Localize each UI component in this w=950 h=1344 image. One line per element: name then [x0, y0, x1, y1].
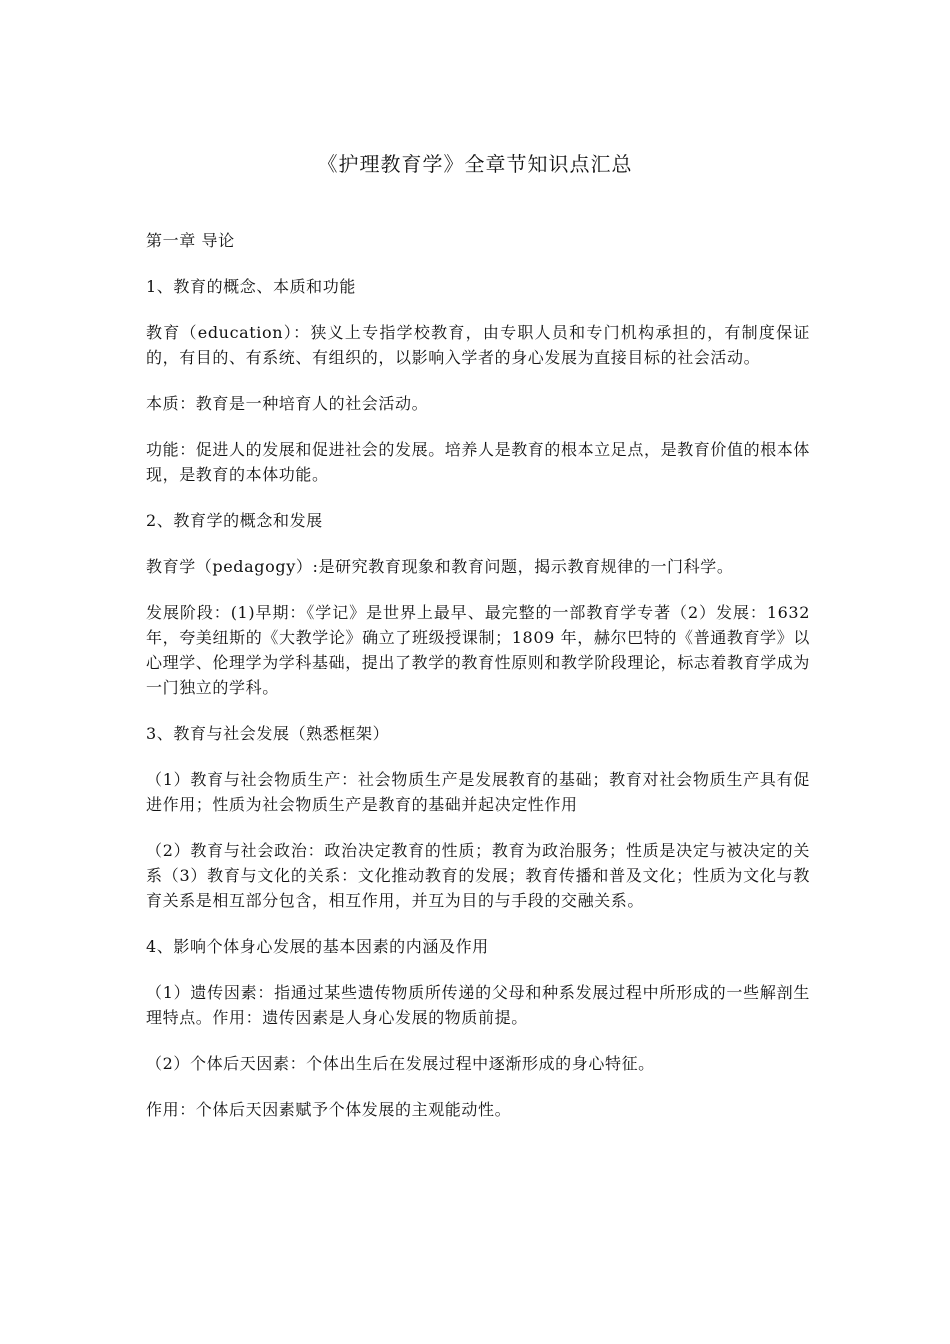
paragraph-education-function: 功能：促进人的发展和促进社会的发展。培养人是教育的根本立足点，是教育价值的根本体现，是教育的本体功能。 — [146, 440, 811, 484]
paragraph-acquired-factors-role: 作用：个体后天因素赋予个体发展的主观能动性。 — [146, 1100, 512, 1119]
paragraph-pedagogy-development: 发展阶段：(1)早期：《学记》是世界上最早、最完整的一部教育学专著（2）发展：1632 年，夸美纽斯的《大教学论》确立了班级授课制；1809 年，赫尔巴特的《普通教育学》以心理学、伦理学为学科基础，提出了教学的教育性原则和教学阶段理论，标志着教育学成为一门独立的学科。 — [146, 603, 811, 697]
section-heading-2: 2、教育学的概念和发展 — [146, 511, 323, 530]
paragraph-heredity: （1）遗传因素：指通过某些遗传物质所传递的父母和种系发展过程中所形成的一些解剖生理特点。作用：遗传因素是人身心发展的物质前提。 — [146, 983, 810, 1027]
section-heading-1: 1、教育的概念、本质和功能 — [146, 277, 356, 296]
paragraph-education-production: （1）教育与社会物质生产：社会物质生产是发展教育的基础；教育对社会物质生产具有促进作用；性质为社会物质生产是教育的基础并起决定性作用 — [146, 770, 810, 814]
paragraph-acquired-factors: （2）个体后天因素：个体出生后在发展过程中逐渐形成的身心特征。 — [146, 1054, 655, 1073]
paragraph-education-politics-culture: （2）教育与社会政治：政治决定教育的性质；教育为政治服务；性质是决定与被决定的关系（3）教育与文化的关系：文化推动教育的发展；教育传播和普及文化；性质为文化与教育关系是相互部分包含，相互作用，并互为目的与手段的交融关系。 — [146, 841, 810, 910]
chapter-heading: 第一章 导论 — [146, 231, 235, 250]
document-title: 《护理教育学》全章节知识点汇总 — [317, 152, 633, 176]
paragraph-education-essence: 本质：教育是一种培育人的社会活动。 — [146, 394, 429, 413]
paragraph-education-definition: 教育（education）：狭义上专指学校教育，由专职人员和专门机构承担的，有制度保证的，有目的、有系统、有组织的，以影响入学者的身心发展为直接目标的社会活动。 — [146, 323, 810, 367]
section-heading-3: 3、教育与社会发展（熟悉框架） — [146, 724, 390, 743]
document-body — [146, 228, 810, 1143]
section-heading-4: 4、影响个体身心发展的基本因素的内涵及作用 — [146, 937, 489, 956]
paragraph-pedagogy-definition: 教育学（pedagogy）:是研究教育现象和教育问题，揭示教育规律的一门科学。 — [146, 557, 734, 576]
